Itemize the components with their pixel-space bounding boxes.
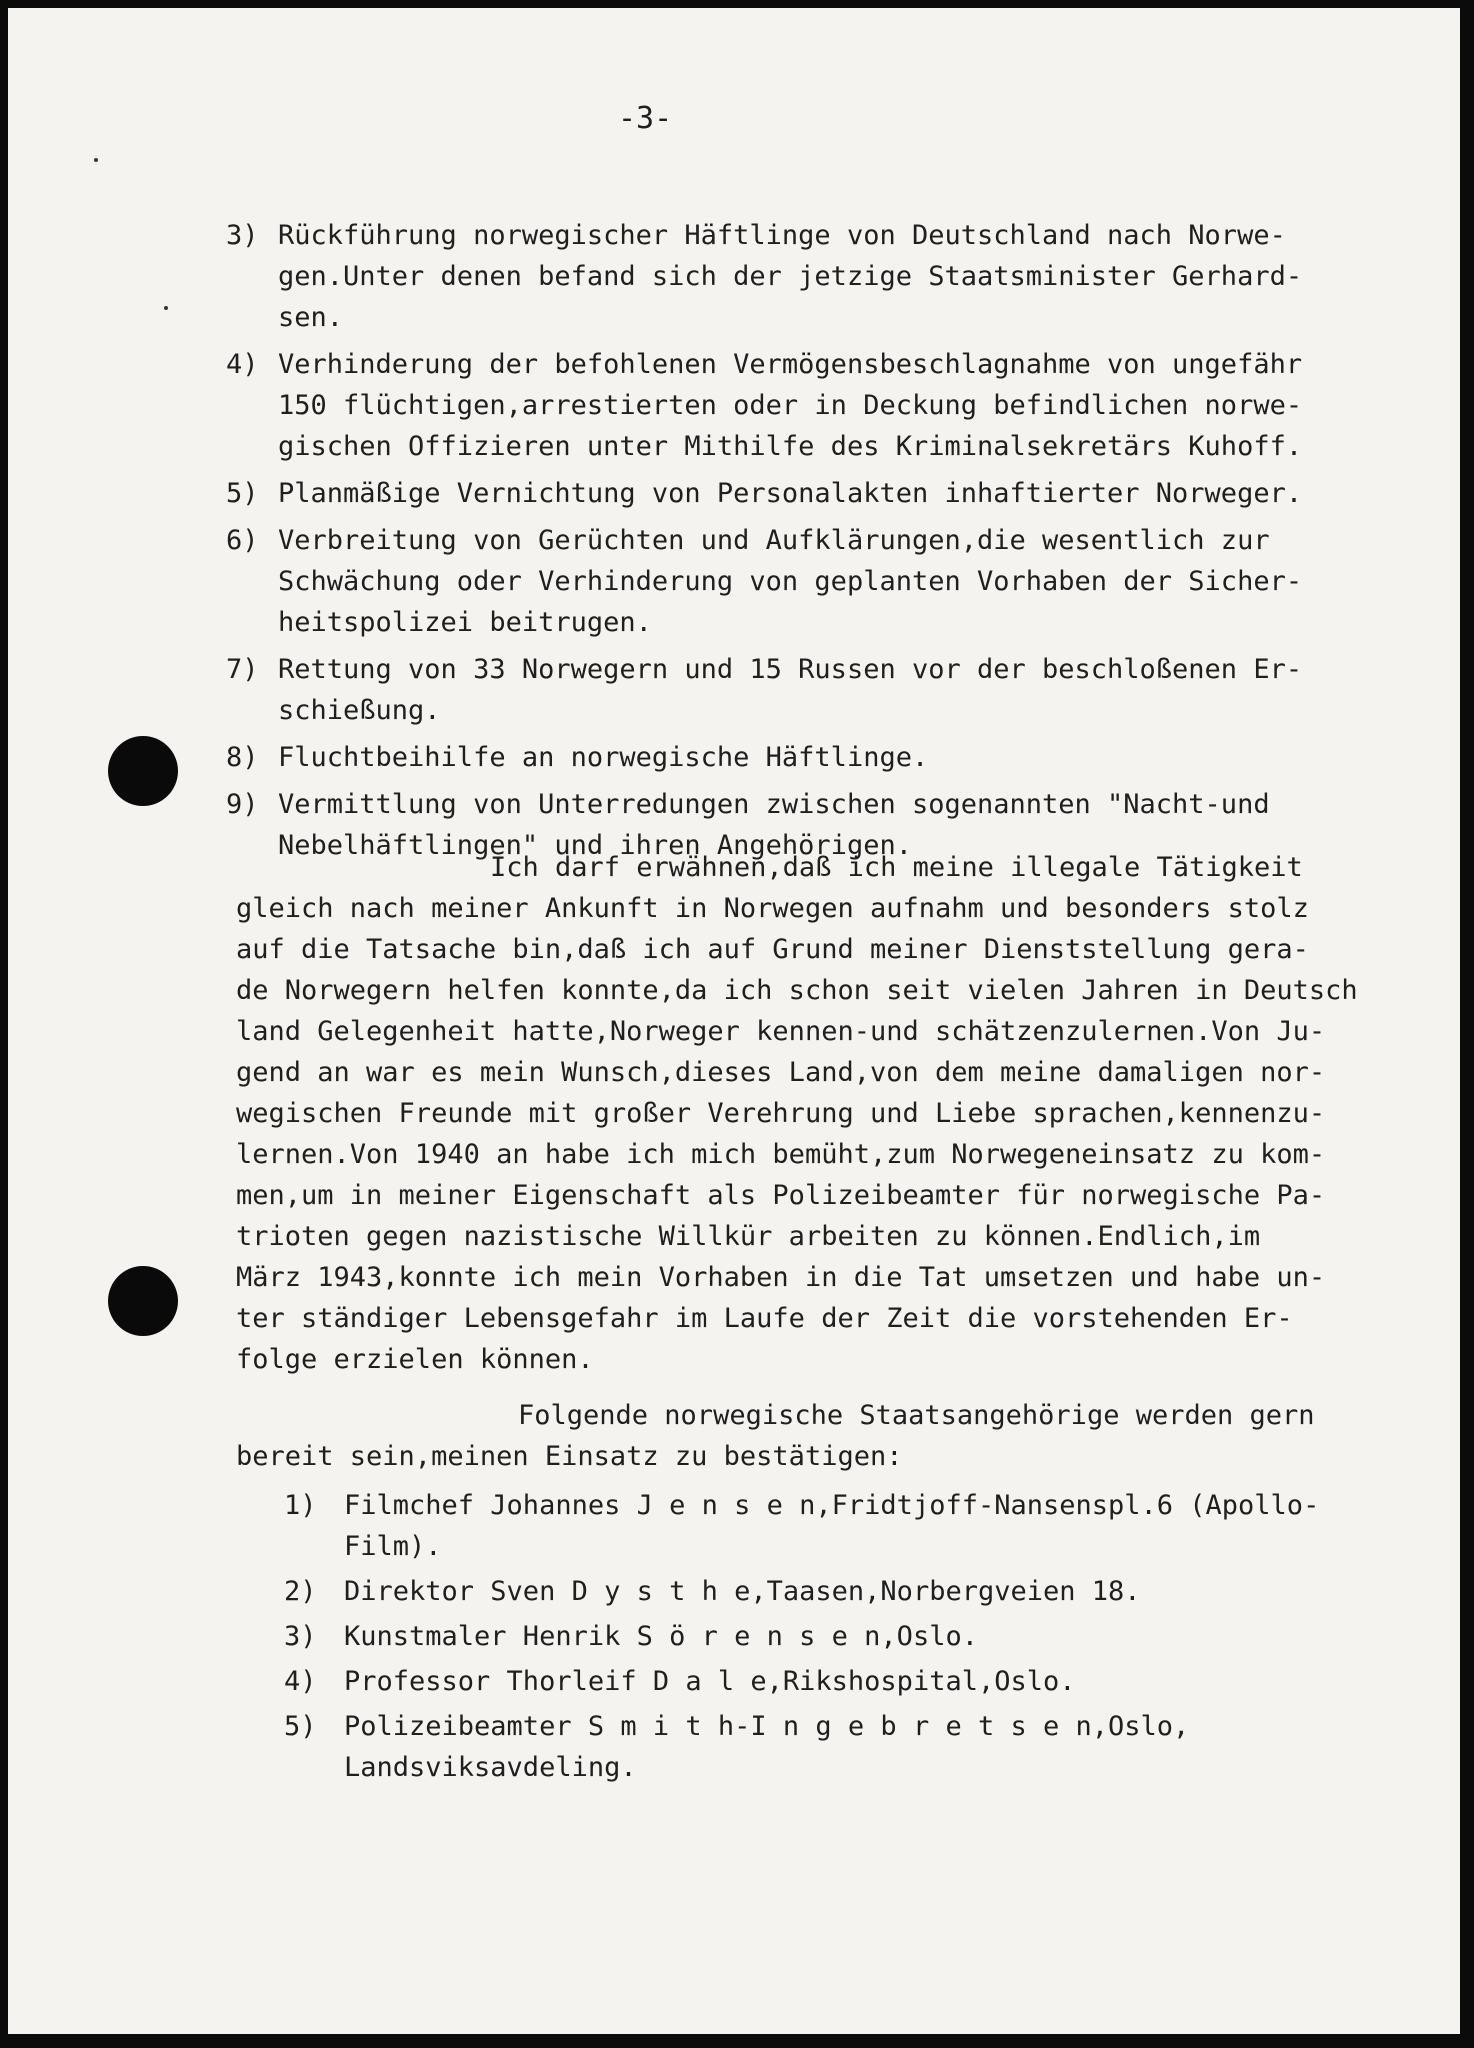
- list-item-line: Nebelhäftlingen" und ihren Angehörigen.: [278, 830, 912, 861]
- list-item-line: Direktor Sven D y s t h e,Taasen,Norbergveien 18.: [344, 1576, 1141, 1607]
- list-item-line: Verhinderung der befohlenen Vermögensbeschlagnahme von ungefähr: [278, 349, 1303, 380]
- paragraph-line: gleich nach meiner Ankunft in Norwegen aufnahm und besonders stolz: [236, 893, 1309, 924]
- paragraph-line: gend an war es mein Wunsch,dieses Land,von dem meine damaligen nor-: [236, 1057, 1326, 1088]
- list-item-line: 150 flüchtigen,arrestierten oder in Deckung befindlichen norwe-: [278, 390, 1303, 421]
- paragraph-line: Folgende norwegische Staatsangehörige werden gern: [518, 1400, 1315, 1431]
- paragraph-line: land Gelegenheit hatte,Norweger kennen-und schätzenzulernen.Von Ju-: [236, 1016, 1326, 1047]
- paragraph-line: trioten gegen nazistische Willkür arbeiten zu können.Endlich,im: [236, 1221, 1261, 1252]
- list-number: 6): [226, 525, 259, 556]
- punch-hole: [108, 1266, 178, 1336]
- document-page: [8, 8, 1460, 2034]
- paragraph-line: Ich darf erwähnen,daß ich meine illegale Tätigkeit: [490, 852, 1303, 883]
- list-number: 2): [284, 1576, 317, 1607]
- ink-speck: [164, 306, 168, 310]
- paragraph-line: März 1943,konnte ich mein Vorhaben in die Tat umsetzen und habe un-: [236, 1262, 1326, 1293]
- list-item-line: schießung.: [278, 695, 441, 726]
- ink-speck: [94, 158, 98, 162]
- list-item-line: Vermittlung von Unterredungen zwischen sogenannten "Nacht-und: [278, 789, 1270, 820]
- list-item-line: Landsviksavdeling.: [344, 1752, 637, 1783]
- list-item-line: Filmchef Johannes J e n s e n,Fridtjoff-Nansenspl.6 (Apollo-: [344, 1490, 1320, 1521]
- list-number: 4): [226, 349, 259, 380]
- list-number: 5): [226, 478, 259, 509]
- list-number: 1): [284, 1490, 317, 1521]
- list-item-line: Film).: [344, 1531, 442, 1562]
- list-item-line: Planmäßige Vernichtung von Personalakten inhaftierter Norweger.: [278, 478, 1303, 509]
- list-number: 7): [226, 654, 259, 685]
- list-number: 8): [226, 742, 259, 773]
- paragraph-line: auf die Tatsache bin,daß ich auf Grund meiner Dienststellung gera-: [236, 934, 1309, 965]
- list-item-line: heitspolizei beitrugen.: [278, 607, 652, 638]
- paragraph-line: de Norwegern helfen konnte,da ich schon seit vielen Jahren in Deutsch: [236, 975, 1358, 1006]
- list-item-line: Verbreitung von Gerüchten und Aufklärungen,die wesentlich zur: [278, 525, 1270, 556]
- paragraph-line: bereit sein,meinen Einsatz zu bestätigen:: [236, 1441, 903, 1472]
- paragraph-line: lernen.Von 1940 an habe ich mich bemüht,zum Norwegeneinsatz zu kom-: [236, 1139, 1326, 1170]
- paragraph-line: men,um in meiner Eigenschaft als Polizeibeamter für norwegische Pa-: [236, 1180, 1326, 1211]
- list-item-line: sen.: [278, 302, 344, 333]
- list-item-line: Fluchtbeihilfe an norwegische Häftlinge.: [278, 742, 929, 773]
- paragraph-line: folge erzielen können.: [236, 1344, 594, 1375]
- paragraph-line: ter ständiger Lebensgefahr im Laufe der Zeit die vorstehenden Er-: [236, 1303, 1293, 1334]
- list-item-line: gen.Unter denen befand sich der jetzige Staatsminister Gerhard-: [278, 261, 1303, 292]
- list-number: 9): [226, 789, 259, 820]
- list-number: 4): [284, 1666, 317, 1697]
- list-number: 3): [284, 1621, 317, 1652]
- page-number: -3-: [618, 101, 673, 136]
- list-item-line: Rückführung norwegischer Häftlinge von Deutschland nach Norwe-: [278, 220, 1286, 251]
- paragraph-line: wegischen Freunde mit großer Verehrung und Liebe sprachen,kennenzu-: [236, 1098, 1326, 1129]
- list-item-line: Polizeibeamter S m i t h-I n g e b r e t s e n,Oslo,: [344, 1711, 1190, 1742]
- list-item-line: Schwächung oder Verhinderung von geplanten Vorhaben der Sicher-: [278, 566, 1303, 597]
- list-number: 3): [226, 220, 259, 251]
- list-number: 5): [284, 1711, 317, 1742]
- punch-hole: [108, 736, 178, 806]
- list-item-line: gischen Offizieren unter Mithilfe des Kriminalsekretärs Kuhoff.: [278, 431, 1303, 462]
- list-item-line: Rettung von 33 Norwegern und 15 Russen vor der beschloßenen Er-: [278, 654, 1303, 685]
- list-item-line: Kunstmaler Henrik S ö r e n s e n,Oslo.: [344, 1621, 978, 1652]
- list-item-line: Professor Thorleif D a l e,Rikshospital,Oslo.: [344, 1666, 1076, 1697]
